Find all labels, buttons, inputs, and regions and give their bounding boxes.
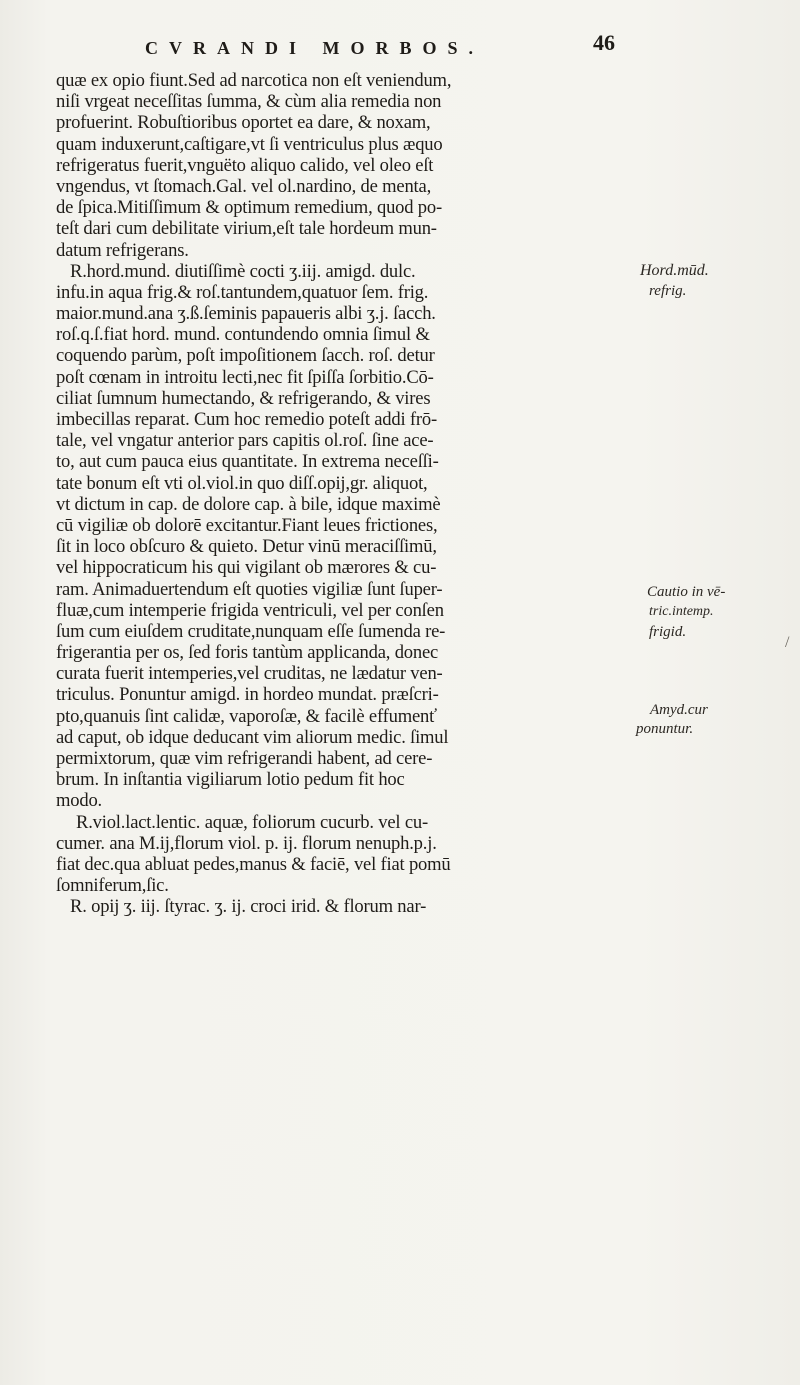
text-line: ſomniferum,ſic. (56, 875, 169, 897)
text-line: de ſpica.Mitiſſimum & optimum remedium, quod po- (56, 197, 442, 219)
text-line: maior.mund.ana ʒ.ß.ſeminis papaueris albi ʒ.j. ſacch. (56, 303, 436, 325)
text-line: coquendo parùm, poſt impoſitionem ſacch. roſ. detur (56, 345, 435, 367)
text-line: fluæ,cum intemperie frigida ventriculi, vel per conſen (56, 599, 444, 621)
running-head: CVRANDI MORBOS. (145, 38, 485, 58)
text-line: profuerint. Robuſtioribus oportet ea dare, & noxam, (56, 112, 431, 134)
text-line: infu.in aqua frig.& roſ.tantundem,quatuor ſem. frig. (56, 281, 429, 303)
text-line: niſi vrgeat neceſſitas ſumma, & cùm alia remedia non (56, 91, 442, 113)
text-line: vt dictum in cap. de dolore cap. à bile, idque maximè (56, 493, 441, 515)
text-line: curata fuerit intemperies,vel cruditas, ne lædatur ven- (56, 663, 443, 685)
text-line: cū vigiliæ ob dolorē excitantur.Fiant leues frictiones, (56, 514, 438, 536)
page-header (145, 30, 615, 70)
margin-note-amyd-1: Amyd.cur (650, 702, 708, 718)
text-line: vel hippocraticum his qui vigilant ob mærores & cu- (56, 557, 437, 579)
margin-note-cautio-3: frigid. (649, 624, 687, 640)
text-line: ciliat ſumnum humectando, & refrigerando, & vires (56, 387, 431, 409)
text-line: to, aut cum pauca eius quantitate. In extrema neceſſi- (56, 451, 439, 473)
text-line: quæ ex opio fiunt.Sed ad narcotica non eſt veniendum, (56, 70, 452, 91)
stray-mark: / (785, 634, 790, 651)
text-line: ſum cum eiuſdem cruditate,nunquam eſſe ſumenda re- (56, 620, 446, 642)
recipe-line: R. opij ʒ. iij. ſtyrac. ʒ. ij. croci irid. & florum nar- (70, 896, 427, 918)
text-line: modo. (56, 790, 103, 812)
text-line: imbecillas reparat. Cum hoc remedio poteſt addi frō- (56, 409, 437, 430)
text-line: fiat dec.qua abluat pedes,manus & faciē, vel fiat pomū (56, 853, 451, 875)
text-line: ram. Animaduertendum eſt quoties vigiliæ ſunt ſuper- (56, 578, 443, 600)
text-line: tate bonum eſt vti ol.viol.in quo diſſ.opij,gr. aliquot, (56, 472, 428, 494)
page-number: 46 (593, 30, 615, 55)
text-line: pto,quanuis ſint calidæ, vaporoſæ, & facilè effumenť (56, 705, 437, 727)
text-line: datum refrigerans. (56, 239, 189, 261)
text-line: tale, vel vngatur anterior pars capitis ol.roſ. ſine ace- (56, 430, 434, 452)
text-line: permixtorum, quæ vim refrigerandi habent, ad cere- (56, 748, 433, 769)
margin-note-refrig: refrig. (649, 283, 687, 299)
text-line: teſt dari cum debilitate virium,eſt tale hordeum mun- (56, 218, 437, 240)
text-line: roſ.q.ſ.fiat hord. mund. contundendo omnia ſimul & (56, 324, 430, 346)
text-line: vngendus, vt ſtomach.Gal. vel ol.nardino, de menta, (56, 175, 432, 197)
text-line: ſit in loco obſcuro & quieto. Detur vinū meraciſſimū, (56, 536, 437, 558)
text-line: cumer. ana M.ij,florum viol. p. ij. florum nenuph.p.j. (56, 832, 437, 854)
recipe-line: R.hord.mund. diutiſſimè cocti ʒ.iij. amigd. dulc. (70, 260, 416, 282)
text-line: refrigeratus fuerit,vnguëto aliquo calido, vel oleo eſt (56, 154, 434, 176)
text-line: quam induxerunt,caſtigare,vt ſi ventriculus plus æquo (56, 133, 443, 155)
text-line: brum. In inſtantia vigiliarum lotio pedum fit hoc (56, 769, 405, 791)
margin-note-hord-mund: Hord.mūd. (640, 262, 709, 279)
text-line: poſt cœnam in introitu lecti,nec fit ſpiſſa ſorbitio.Cō- (56, 366, 434, 388)
margin-note-amyd-2: ponuntur. (636, 721, 694, 737)
margin-note-cautio-2: tric.intemp. (649, 604, 714, 619)
body-text (56, 70, 636, 918)
margin-note-cautio-1: Cautio in vē- (647, 584, 726, 600)
text-line: frigerantia per os, ſed foris tantùm applicanda, donec (56, 642, 439, 664)
text-line: triculus. Ponuntur amigd. in hordeo mundat. præſcri- (56, 684, 439, 706)
recipe-line: R.viol.lact.lentic. aquæ, foliorum cucurb. vel cu- (76, 811, 428, 833)
text-line: ad caput, ob idque deducant vim aliorum medic. ſimul (56, 726, 449, 748)
